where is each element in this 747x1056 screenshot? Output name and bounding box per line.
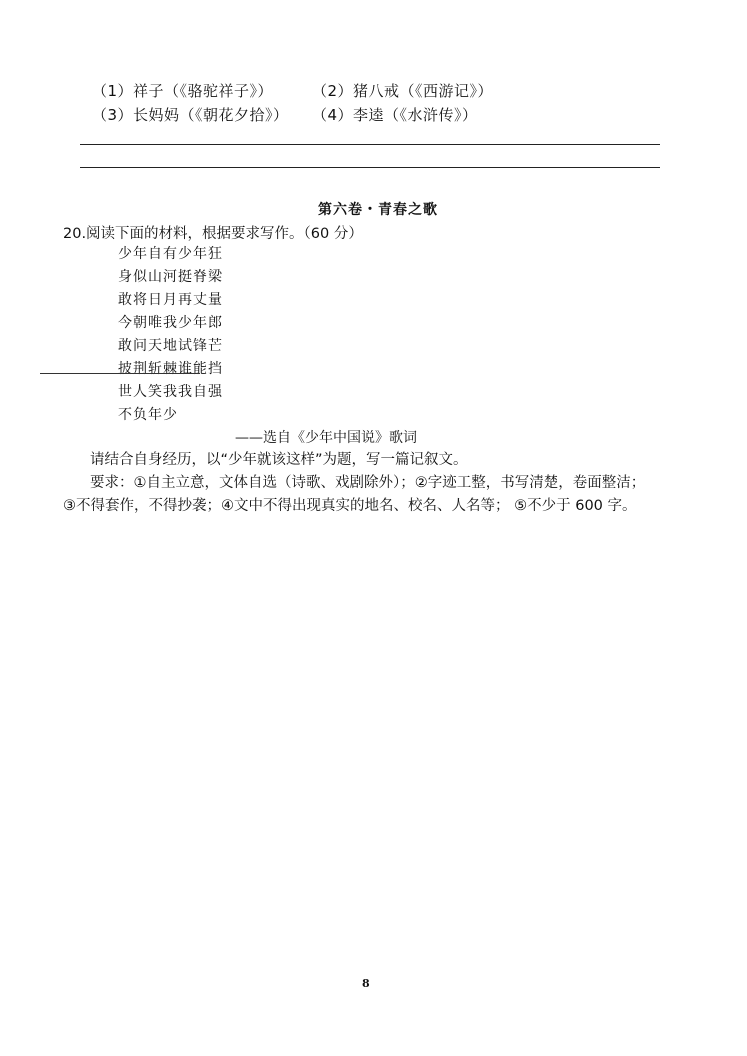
poem-source: ——选自《少年中国说》歌词 (235, 430, 417, 446)
poem-line-8: 不负年少 (118, 407, 178, 423)
option-1: （1）祥子（《骆驼祥子》） (92, 82, 274, 100)
section-title: 第六卷・青春之歌 (318, 202, 438, 218)
option-4: （4）李逵（《水浒传》） (312, 106, 478, 124)
answer-line-2 (80, 167, 660, 168)
stray-underline (40, 373, 200, 374)
requirements-line-2: ③不得套作，不得抄袭；④文中不得出现真实的地名、校名、人名等； ⑤不少于 600 字。 (63, 498, 637, 514)
writing-prompt: 请结合自身经历，以“少年就该这样”为题，写一篇记叙文。 (90, 452, 468, 468)
poem-line-5: 敢问天地试锋芒 (118, 338, 223, 354)
page-number: 8 (362, 977, 370, 990)
poem-line-1: 少年自有少年狂 (118, 246, 223, 262)
requirements-line-1: 要求：①自主立意，文体自选（诗歌、戏剧除外）；②字迹工整，书写清楚，卷面整洁； (90, 475, 646, 491)
poem-line-3: 敢将日月再丈量 (118, 292, 223, 308)
poem-line-7: 世人笑我我自强 (118, 384, 223, 400)
poem-line-2: 身似山河挺脊梁 (118, 269, 223, 285)
question-20: 20.阅读下面的材料，根据要求写作。（60 分） (63, 226, 363, 242)
option-3: （3）长妈妈（《朝花夕拾》） (92, 106, 289, 124)
poem-line-4: 今朝唯我少年郎 (118, 315, 223, 331)
option-2: （2）猪八戒（《西游记》） (312, 82, 494, 100)
answer-line-1 (80, 144, 660, 145)
poem-line-6: 披荆斩棘谁能挡 (118, 361, 223, 377)
